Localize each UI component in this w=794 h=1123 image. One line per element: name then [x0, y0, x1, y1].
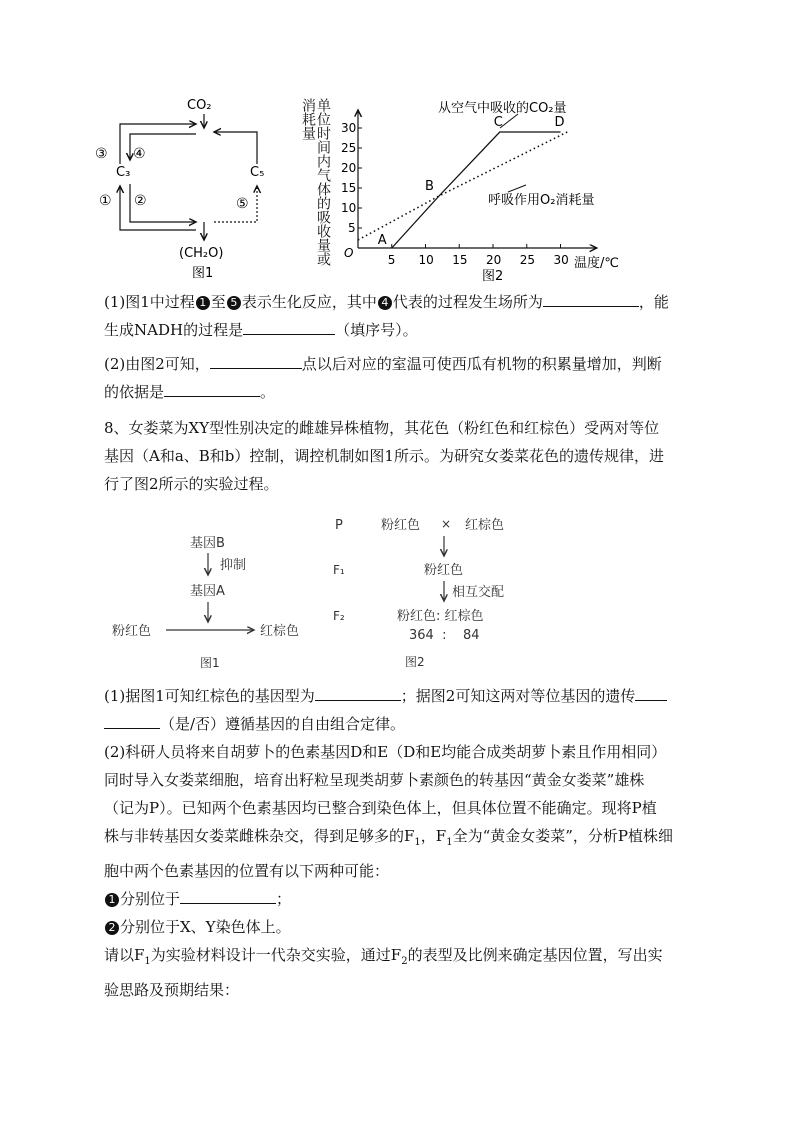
- f1-pink: 粉红色: [424, 563, 464, 578]
- y-tick-label-20: 20: [341, 161, 357, 175]
- answer-blank-6b[interactable]: [104, 712, 160, 729]
- process-5-label: ⑤: [236, 196, 249, 212]
- gen-f1-label: F₁: [333, 563, 345, 577]
- q7-l1e: ，能: [638, 293, 669, 311]
- y-tick-label-15: 15: [341, 181, 357, 195]
- chart-xlabel: 温度/℃: [574, 256, 619, 271]
- f2-ratio: 364 : 84: [409, 628, 480, 643]
- q8b-line-9: [104, 913, 694, 941]
- circle-option-2: 2: [105, 921, 119, 935]
- q7-l1a: (1)图1中过程: [104, 293, 195, 311]
- q8b-line-7: 胞中两个色素基因的位置有以下两种可能：: [104, 862, 390, 880]
- figure-3-gene-regulation: [100, 525, 320, 675]
- x-tick-label-25: 25: [519, 253, 536, 267]
- x-tick-label-5: 5: [387, 253, 396, 267]
- process-4-label: ④: [133, 146, 146, 162]
- answer-blank-6a[interactable]: [635, 684, 667, 701]
- intercross-label: 相互交配: [452, 585, 505, 600]
- q8b-l10sub-1: 1: [144, 956, 151, 967]
- x-tick-label-10: 10: [418, 253, 434, 267]
- q8b-l6c: 全为“黄金女娄菜”，分析P植株细: [452, 827, 674, 845]
- path-3-outer: [120, 124, 196, 164]
- figure-4-caption: 图2: [405, 655, 425, 669]
- q7-line-3: [104, 350, 694, 378]
- point-d-label: D: [554, 115, 565, 130]
- x-tick-label-20: 20: [486, 253, 502, 267]
- q7-l1c: 表示生化反应，其中: [241, 293, 377, 311]
- path-1-outer: [120, 186, 196, 230]
- gen-f2-label: F₂: [333, 609, 345, 623]
- x-tick-label-15: 15: [452, 253, 468, 267]
- answer-blank-3[interactable]: [210, 352, 302, 369]
- figure-2-line-chart: [340, 92, 640, 282]
- q8-line-2: 基因（A和a、B和b）控制，调控机制如图1所示。为研究女娄菜花色的遗传规律，进: [104, 447, 664, 465]
- q7-line-2: [104, 316, 694, 344]
- q8-questions: [104, 682, 694, 1004]
- answer-blank-2[interactable]: [243, 318, 335, 335]
- c3-label: C₃: [116, 165, 131, 180]
- process-2-label: ②: [134, 193, 147, 209]
- q7-l3b: 点以后对应的室温可使西瓜有机物的积累量增加，判断: [301, 355, 662, 373]
- process-1-label: ①: [99, 193, 112, 209]
- figure-1-calvin-cycle: [90, 92, 290, 292]
- series-solid-label: 从空气中吸收的CO₂量: [438, 101, 567, 116]
- p-redbrown: 红棕色: [465, 518, 505, 533]
- y-tick-label-30: 30: [341, 121, 357, 135]
- q8b-l6sub-b: 1: [446, 837, 453, 848]
- circle-option-1: 1: [105, 893, 119, 907]
- q8b-line-10: [104, 941, 694, 976]
- q7-line-4: [104, 378, 694, 406]
- q8b-line-3: (2)科研人员将来自胡萝卜的色素基因D和E（D和E均能合成类胡萝卜素且作用相同）: [104, 743, 667, 761]
- q8b-l8a: 分别位于: [120, 890, 181, 908]
- answer-blank-7[interactable]: [180, 887, 276, 904]
- q8b-line-2: [104, 710, 694, 738]
- q8b-line-8: [104, 885, 694, 913]
- pink-label: 粉红色: [112, 624, 152, 639]
- q7-l1b: 至: [210, 293, 226, 311]
- q8-line-1: 8、女娄菜为XY型性别决定的雌雄异株植物，其花色（粉红色和红棕色）受两对等位: [104, 419, 660, 437]
- answer-blank-5[interactable]: [315, 684, 401, 701]
- q8b-l6sub-a: 1: [414, 837, 421, 848]
- f2-phenotypes: 粉红色: 红棕色: [397, 609, 484, 624]
- q8b-l1a: (1)据图1可知红棕色的基因型为: [104, 687, 315, 705]
- point-b-label: B: [425, 179, 434, 194]
- q8b-line-5: （记为P）。已知两个色素基因均已整合到染色体上，但具体位置不能确定。现将P植: [104, 799, 657, 817]
- q7-l2b: （填序号）。: [335, 321, 418, 339]
- q8b-l1b: ；据图2可知这两对等位基因的遗传: [400, 687, 636, 705]
- q8-line-3: 行了图2所示的实验过程。: [104, 475, 279, 493]
- series-dotted-line: [358, 132, 567, 240]
- answer-blank-1[interactable]: [543, 290, 639, 307]
- x-tick-label-30: 30: [553, 253, 569, 267]
- q7-l2a: 生成NADH的过程是: [104, 321, 244, 339]
- figure-3-caption: 图1: [200, 656, 220, 670]
- dotted-label-leader: [508, 185, 526, 192]
- q7-l4a: 的依据是: [104, 383, 165, 401]
- chart-ylabel-text: 单位时间内气体的吸收量或消耗量: [300, 98, 331, 266]
- answer-blank-4[interactable]: [164, 380, 260, 397]
- process-3-label: ③: [95, 146, 108, 162]
- redbrown-label: 红棕色: [260, 624, 300, 639]
- ch2o-label: (CH₂O): [179, 246, 224, 261]
- q7-line-1: [104, 288, 694, 316]
- circle-1: 1: [196, 296, 210, 310]
- gene-a-label: 基因A: [190, 584, 225, 599]
- inhibit-label: 抑制: [220, 558, 247, 573]
- y-tick-label-5: 5: [348, 221, 356, 235]
- gen-p-label: P: [335, 518, 343, 533]
- point-c-label: C: [493, 115, 503, 130]
- p-pink: 粉红色: [381, 518, 421, 533]
- q8b-line-6: [104, 822, 694, 857]
- cross-symbol: ×: [441, 517, 452, 531]
- q8-intro: [104, 414, 694, 498]
- q7-block: [104, 288, 694, 406]
- q8b-line-11: 验思路及预期结果：: [104, 981, 240, 999]
- q8b-l10c: 的表型及比例来确定基因位置，写出实: [407, 946, 663, 964]
- q8b-l6b: ，F: [420, 827, 447, 845]
- q8b-l10sub-2: 2: [401, 956, 408, 967]
- series-solid-line: [392, 132, 561, 248]
- path-c5-to-top: [214, 132, 257, 164]
- gene-b-label: 基因B: [190, 536, 225, 551]
- chart-caption: 图2: [482, 269, 504, 282]
- q8b-l9: 分别位于X、Y染色体上。: [120, 918, 291, 936]
- q8b-line-4: 同时导入女娄菜细胞，培育出籽粒呈现类胡萝卜素颜色的转基因“黄金女娄菜”雄株: [104, 771, 645, 789]
- y-tick-label-25: 25: [341, 141, 357, 155]
- q8b-l10a: 请以F: [104, 946, 145, 964]
- circle-4: 4: [378, 296, 392, 310]
- series-dotted-label: 呼吸作用O₂消耗量: [488, 193, 595, 208]
- q7-l4b: 。: [260, 383, 276, 401]
- figure-1-caption: 图1: [192, 266, 214, 281]
- figure-4-cross-experiment: [325, 512, 565, 672]
- circle-5: 5: [227, 296, 241, 310]
- q8b-l6a: 株与非转基因女娄菜雌株杂交，得到足够多的F: [104, 827, 415, 845]
- y-tick-label-10: 10: [341, 201, 357, 215]
- q7-l3a: (2)由图2可知，: [104, 355, 210, 373]
- q7-l1d: 代表的过程发生场所为: [392, 293, 543, 311]
- q8b-l10b: 为实验材料设计一代杂交实验，通过F: [150, 946, 402, 964]
- co2-label: CO₂: [187, 98, 212, 113]
- c5-label: C₅: [250, 165, 265, 180]
- q8b-l2: （是/否）遵循基因的自由组合定律。: [160, 715, 406, 733]
- q8b-l8b: ；: [276, 890, 292, 908]
- q8b-line-1: [104, 682, 694, 710]
- point-a-label: A: [377, 233, 387, 248]
- chart-origin: O: [344, 246, 354, 260]
